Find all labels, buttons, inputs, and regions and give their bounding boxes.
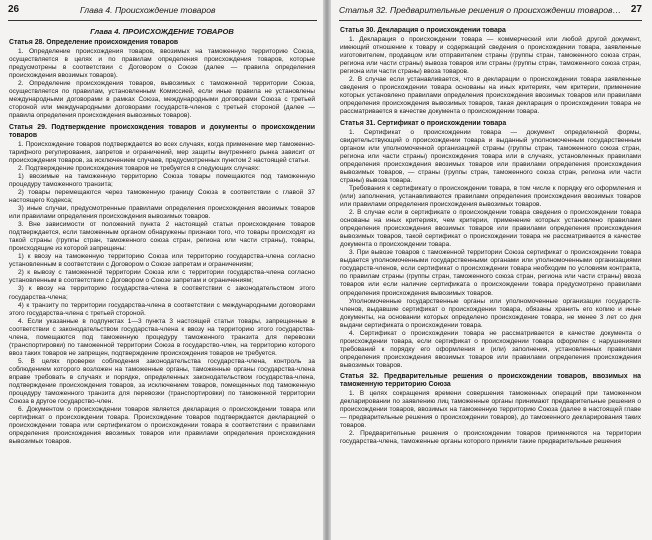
page-number: 26 <box>8 4 20 15</box>
header-rule <box>8 20 317 21</box>
paragraph: Уполномоченные государственные органы или уполномоченные организации государств-членов, выдавшие сертификат о происхождении товара, обязаны хранить его копию и иные документы, на основании которых определено происхождение товара, не менее 3 лет со дня выдачи сертификата о происхождении товара. <box>340 297 641 329</box>
paragraph: 3. Вне зависимости от положений пункта 2 настоящей статьи происхождение товаров подтверждается, если таможенным органом обнаружены признаки того, что товары происходят из такой страны (группы стран, таможенного союза стран, региона или части страны), товары, происходящие из которой запрещены: <box>9 221 315 253</box>
paragraph: 3) иные случаи, предусмотренные правилами определения происхождения ввозимых товаров или правилами определения происхождения вывозимых товаров. <box>9 204 315 221</box>
page-body <box>9 24 315 534</box>
paragraph: 4. Сертификат о происхождении товара не рассматривается в качестве документа о происхождении товара, если сертификат о происхождении товара оформлен с нарушениями требований к порядку его оформления и (или) заполнения, установленных правилами определения происхождения ввозимых товаров или правилами определения происхождения вывозимых товаров. <box>340 329 641 369</box>
page-number: 27 <box>630 4 642 15</box>
paragraph: 2. Подтверждение происхождения товаров не требуется в следующих случаях: <box>18 164 260 172</box>
running-head-title: Статья 32. Предварительные решения о происхождении товаров… <box>339 5 622 15</box>
article-heading: Статья 32. Предварительные решения о происхождении товаров, ввозимых на таможенную территорию Союза <box>340 372 641 389</box>
chapter-heading: Глава 4. ПРОИСХОЖДЕНИЕ ТОВАРОВ <box>90 27 234 36</box>
paragraph: 4. Если указанные в подпунктах 1—3 пункта 3 настоящей статьи товары, запрещенные в соответствии с законодательством государства-члена к ввозу на территорию этого государства-члена, помещаются под таможенную процедуру таможенного транзита для перевозки (транспортировки) по таможенной территории Союза в государство-член, на территорию которого ввоз таких товаров не запрещен, подтверждение происхождения товаров не требуется. <box>9 317 315 357</box>
left-page <box>0 0 323 540</box>
article-heading: Статья 29. Подтверждение происхождения товаров и документы о происхождении товаров <box>9 123 315 139</box>
running-head <box>331 5 652 19</box>
running-head-title: Глава 4. Происхождение товаров <box>80 5 216 15</box>
paragraph: 1. В целях сокращения времени совершения таможенных операций при таможенном декларировании по заявлению лиц таможенные органы принимают предварительные решения о происхождении товаров, ввозимых на таможенную территорию Союза (далее в настоящей главе — предварительные решения о происхождении товаров), до таможенного декларирования таких товаров. <box>340 390 641 430</box>
paragraph: 3) к ввозу на территорию государства-члена в соответствии с законодательством этого государства-члена; <box>9 285 315 301</box>
paragraph: 2. В случае если в сертификате о происхождении товара сведения о происхождении товара основаны на иных критериях, чем критерии, применение которых установлено правилами определения происхождения ввозимых товаров или правилами определения происхождения вывозимых товаров, такой сертификат о происхождении товара не рассматривается в качестве документа о происхождении товара. <box>340 209 641 249</box>
paragraph: 1. Сертификат о происхождении товара — документ определенной формы, свидетельствующий о происхождении товара и выданный уполномоченным государственным органом или уполномоченной организацией страны (группы стран, таможенного союза стран, региона или части страны) происхождения товара или в случаях, установленных правилами определения происхождения ввозимых товаров или правилами определения происхождения вывозимых товаров, — страны (группы стран, таможенного союза стран, региона или части страны) вывоза товара. <box>340 128 641 184</box>
article-heading: Статья 28. Определение происхождения товаров <box>9 39 179 47</box>
right-page <box>331 0 652 540</box>
header-rule <box>339 20 642 21</box>
paragraph: 4) к транзиту по территории государства-члена в соответствии с международными договорами этого государства-члена с третьей стороной. <box>9 301 315 317</box>
paragraph: 1) ввозимые на таможенную территорию Союза товары помещаются под таможенную процедуру таможенного транзита; <box>9 172 315 188</box>
paragraph: 2. Предварительные решения о происхождении товаров применяются на территории государства-члена, таможенные органы которого приняли такие предварительные решения <box>340 430 641 446</box>
paragraph: 1. Происхождение товаров подтверждается во всех случаях, когда применение мер таможенно-тарифного регулирования, запретов и ограничений, мер защиты внутреннего рынка зависит от происхождения товаров, за исключением случаев, предусмотренных пунктом 2 настоящей статьи. <box>9 140 315 164</box>
page-body <box>340 24 641 534</box>
paragraph: 5. В целях проверки соблюдения законодательства государства-члена, контроль за соблюдением которого возложен на таможенные органы, таможенные органы государства-члена вправе требовать в случаях и порядке, определенных законодательством государства-члена, подтверждение происхождения товаров, за исключением товаров, помещенных под таможенную процедуру таможенного транзита для перевозки (транспортировки) по таможенной территории Союза в другое государство-член. <box>9 357 315 406</box>
paragraph: 6. Документом о происхождении товаров является декларация о происхождении товара или сертификат о происхождении товара. Происхождение товаров подтверждается декларацией о происхождении товара или сертификатом о происхождении товара в соответствии с правилами определения происхождения ввозимых товаров или правилами определения происхождения вывозимых товаров. <box>9 406 315 446</box>
paragraph: Требования к сертификату о происхождении товара, в том числе к порядку его оформления и (или) заполнения, устанавливаются правилами определения происхождения ввозимых товаров или правилами определения происхождения вывозимых товаров. <box>340 184 641 208</box>
paragraph: 1) к ввозу на таможенную территорию Союза или территорию государства-члена согласно установленным в соответствии с Договором о Союзе запретам и ограничениям; <box>9 253 315 269</box>
book-gutter <box>323 0 331 540</box>
paragraph: 1. Декларация о происхождении товара — коммерческий или любой другой документ, имеющий отношение к товару и содержащий сведения о происхождении товара, заявленные изготовителем, продавцом или отправителем страны (группы стран, таможенного союза стран, региона или части страны) вывоза товаров или страны (группы стран, таможенного союза стран, региона или части страны) ввоза товаров. <box>340 36 641 76</box>
running-head <box>0 5 323 19</box>
article-heading: Статья 30. Декларация о происхождении товара <box>340 27 506 34</box>
paragraph: 2. Определение происхождения товаров, вывозимых с таможенной территории Союза, осуществляется по правилам, установленным Комиссией, если иные правила не установлены международными договорами в рамках Союза, международными договорами Союза с третьей стороной или международными договорами государств-членов с третьей стороной (далее — правила определения происхождения вывозимых товаров). <box>9 80 315 120</box>
paragraph: 2) товары перемещаются через таможенную границу Союза в соответствии с главой 37 настоящего Кодекса; <box>9 188 315 204</box>
paragraph: 1. Определение происхождения товаров, ввозимых на таможенную территорию Союза, осуществляется в целях и по правилам определения происхождения товаров, которые предусмотрены в соответствии с Договором о Союзе (далее — правила определения происхождения ввозимых товаров). <box>9 48 315 80</box>
paragraph: 3. При вывозе товаров с таможенной территории Союза сертификат о происхождении товара выдается уполномоченными государственными органами или уполномоченными организациями государств-членов, если сертификат о происхождении товара необходим по условиям контракта, по правилам страны (группы стран, таможенного союза стран, региона или части страны) ввоза товаров или если наличие сертификата о происхождении товара предусмотрено правилами определения происхождения вывозимых товаров. <box>340 249 641 297</box>
paragraph: 2) к вывозу с таможенной территории Союза или с территории государства-члена согласно установленным в соответствии с Договором о Союзе запретам и ограничениям; <box>9 269 315 285</box>
article-heading: Статья 31. Сертификат о происхождении товара <box>340 119 507 127</box>
paragraph: 2. В случае если устанавливается, что в декларации о происхождении товара заявленные сведения о происхождении товара основаны на иных критериях, чем критерии, применение которых установлено правилами определения происхождения ввозимых товаров или правилами определения происхождения вывозимых товаров, такая декларация о происхождении товара не рассматривается в качестве документа о происхождении товара. <box>340 76 641 116</box>
